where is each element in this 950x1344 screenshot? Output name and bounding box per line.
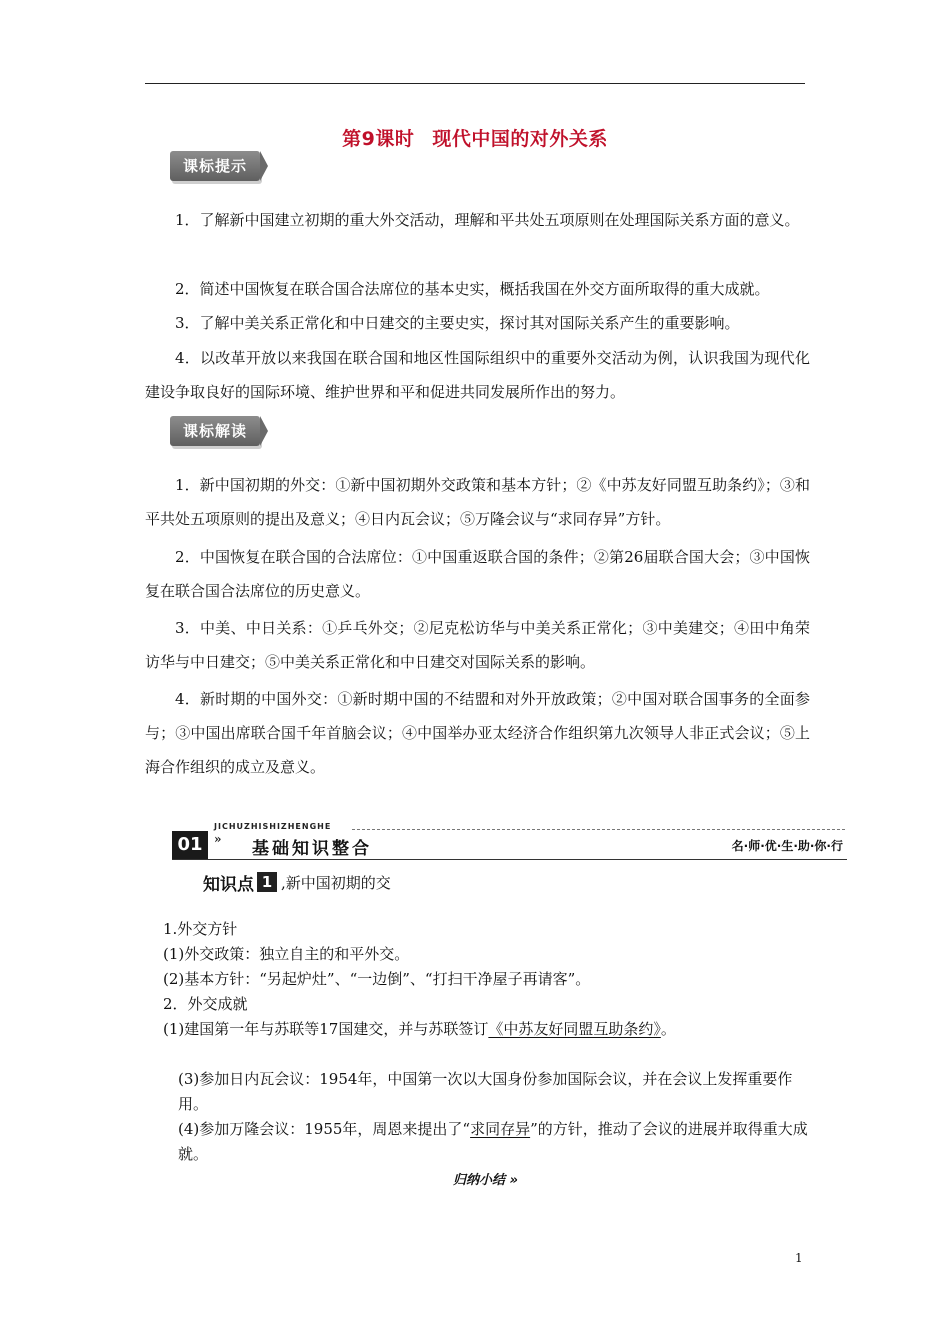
section-motto: 名·师·优·生·助·你·行 [731,839,843,853]
section-header [172,822,847,862]
content-text: 。 [660,1020,676,1038]
content-paragraph [178,1067,808,1117]
standard-item-4: 4．以改革开放以来我国在联合国和地区性国际组织中的重要外交活动为例，认识我国为现代化建设争取良好的国际环境、维护世界和平和促进共同发展所作出的努力。 [145,349,810,401]
underlined-term: 《中苏友好同盟互助条约》 [488,1020,661,1038]
content-text: (3)参加日内瓦会议：1954年，中国第一次以大国身份参加国际会议，并在会议上发挥重要作用。 [178,1070,793,1113]
page-number: 1 [795,1251,803,1265]
content-text: (4)参加万隆会议：1955年，周恩来提出了“ [178,1120,471,1138]
knowledge-point-label: 知识点 [203,874,254,895]
interpretation-item-2: 2．中国恢复在联合国的合法席位：①中国重返联合国的条件；②第26届联合国大会；③中国恢复在联合国合法席位的历史意义。 [145,548,810,600]
section-pinyin: JICHUZHISHIZHENGHE [214,822,332,831]
content-line [163,1017,813,1042]
summary-label: 归纳小结 » [453,1173,518,1188]
content-line: 2．外交成就 [163,995,248,1013]
section-underline [172,859,847,860]
tag-standards: 课标提示 [170,151,260,181]
chevron-right-icon: » [214,832,222,846]
knowledge-point-heading [203,869,391,895]
section-number: 01 [172,831,208,859]
knowledge-point-title: ,新中国初期的交 [281,873,391,892]
section-dashed-rule [352,829,845,830]
header-rule [145,83,805,84]
page-title [0,124,950,151]
knowledge-point-number: 1 [257,872,277,892]
standard-item-3: 3．了解中美关系正常化和中日建交的主要史实，探讨其对国际关系产生的重要影响。 [175,314,740,332]
interpretation-item-4: 4．新时期的中国外交：①新时期中国的不结盟和对外开放政策；②中国对联合国事务的全面参与；③中国出席联合国千年首脑会议；④中国举办亚太经济合作组织第九次领导人非正式会议；⑤上海合作组织的成立及意义。 [145,690,810,776]
underlined-term: 求同存异 [470,1120,531,1138]
lesson-number: 第9课时 [342,128,415,150]
interpretation-item-1: 1．新中国初期的外交：①新中国初期外交政策和基本方针；②《中苏友好同盟互助条约》；③和平共处五项原则的提出及意义；④日内瓦会议；⑤万隆会议与“求同存异”方针。 [145,476,810,528]
standard-item-1: 1．了解新中国建立初期的重大外交活动，理解和平共处五项原则在处理国际关系方面的意义。 [175,211,800,229]
section-heading: 基础知识整合 [252,839,372,859]
content-line: (1)外交政策：独立自主的和平外交。 [163,945,410,963]
content-line: (2)基本方针：“另起炉灶”、“一边倒”、“打扫干净屋子再请客”。 [163,970,591,988]
lesson-name: 现代中国的对外关系 [432,128,608,150]
tag-interpretation: 课标解读 [170,416,260,446]
content-text: (1)建国第一年与苏联等17国建交，并与苏联签订 [163,1020,489,1038]
interpretation-item-3: 3．中美、中日关系：①乒乓外交；②尼克松访华与中美关系正常化；③中美建交；④田中角荣访华与中日建交；⑤中美关系正常化和中日建交对国际关系的影响。 [145,619,810,671]
content-paragraph [178,1117,808,1167]
standard-item-2: 2．简述中国恢复在联合国合法席位的基本史实，概括我国在外交方面所取得的重大成就。 [175,280,770,298]
content-line: 1.外交方针 [163,920,238,938]
content-text: ”的方针，推动了会议的进展并取得重大成就。 [178,1120,808,1163]
